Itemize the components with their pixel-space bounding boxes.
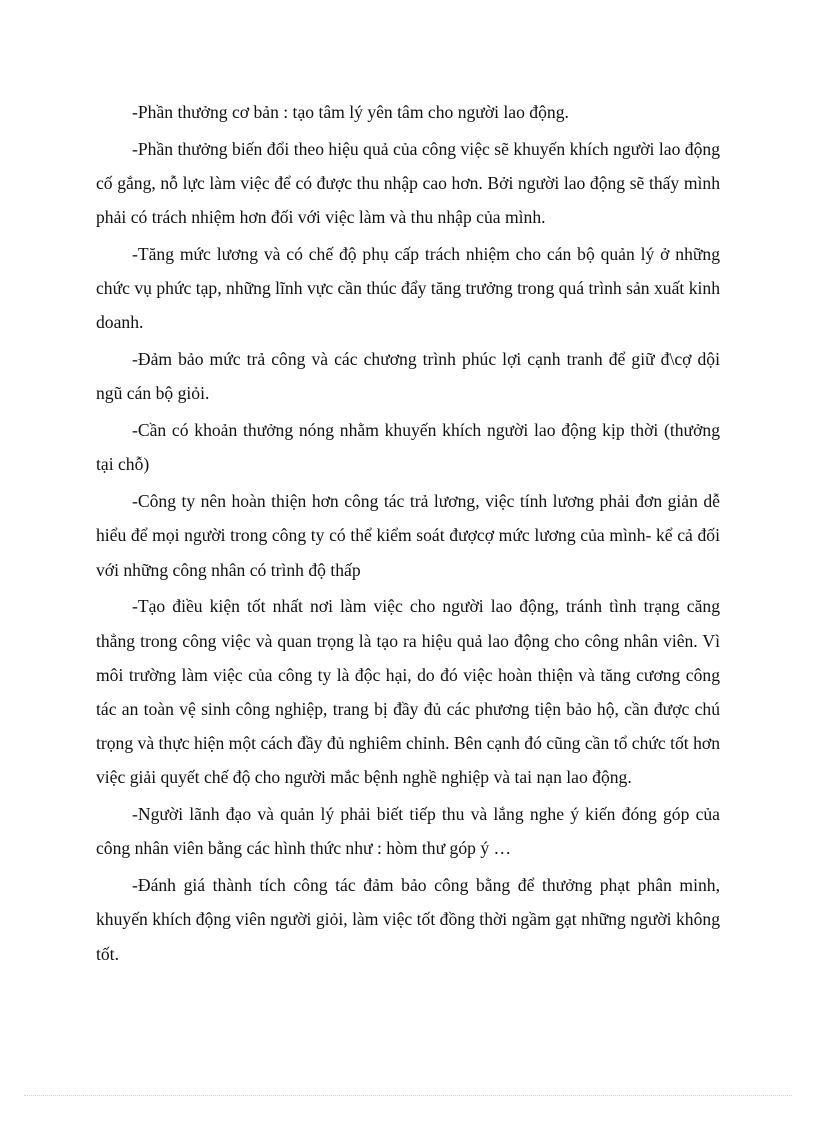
paragraph-fair-evaluation: -Đánh giá thành tích công tác đảm bảo công bằng để thưởng phạt phân minh, khuyến khích động viên người giỏi, làm việc tốt đồng thời ngầm gạt những người không tốt. [96,875,720,964]
paragraph-variable-reward: -Phần thưởng biến đổi theo hiệu quả của công việc sẽ khuyến khích người lao động cố gắng, nỗ lực làm việc để có được thu nhập cao hơn. Bởi người lao động sẽ thấy mình phải có trách nhiệm hơn đối với việc làm và thu nhập của mình. [96,138,720,228]
paragraph-work-conditions: -Tạo điều kiện tốt nhất nơi làm việc cho người lao động, tránh tình trạng căng thẳng trong công việc và quan trọng là tạo ra hiệu quả lao động cho công nhân viên. Vì môi trường làm việc của công ty là độc hại, do đó việc hoàn thiện và tăng cương công tác an toàn vệ sinh công nghiệp, trang bị đầy đủ các phương tiện bảo hộ, cần được chú trọng và thực hiện một cách đầy đủ nghiêm chỉnh. Bên cạnh đó cũng cần tổ chức tốt hơn việc giải quyết chế độ cho người mắc bệnh nghề nghiệp và tai nạn lao động. [96,596,720,788]
paragraph-payroll-simplify: -Công ty nên hoàn thiện hơn công tác trả lương, việc tính lương phải đơn giản dễ hiểu để mọi người trong công ty có thể kiểm soát đượcợ mức lương của mình- kể cả đối với những công nhân có trình độ thấp [96,491,720,580]
paragraph-leadership-feedback: -Người lãnh đạo và quản lý phải biết tiếp thu và lắng nghe ý kiến đóng góp của công nhân viên bằng các hình thức như : hòm thư góp ý … [96,804,720,859]
document-body [96,95,720,973]
paragraph-competitive-pay: -Đảm bảo mức trả công và các chương trình phúc lợi cạnh tranh để giữ đ\cợ dội ngũ cán bộ giỏi. [96,349,720,404]
paragraph-hot-bonus: -Cần có khoản thưởng nóng nhằm khuyến khích người lao động kịp thời (thưởng tại chỗ) [96,420,720,475]
paragraph-salary-increase: -Tăng mức lương và có chế độ phụ cấp trách nhiệm cho cán bộ quản lý ở những chức vụ phức tạp, những lĩnh vực cần thúc đẩy tăng trưởng trong quá trình sản xuất kinh doanh. [96,244,720,333]
page-bottom-divider [24,1095,792,1096]
paragraph-basic-reward: -Phần thưởng cơ bản : tạo tâm lý yên tâm cho người lao động. [132,102,569,122]
